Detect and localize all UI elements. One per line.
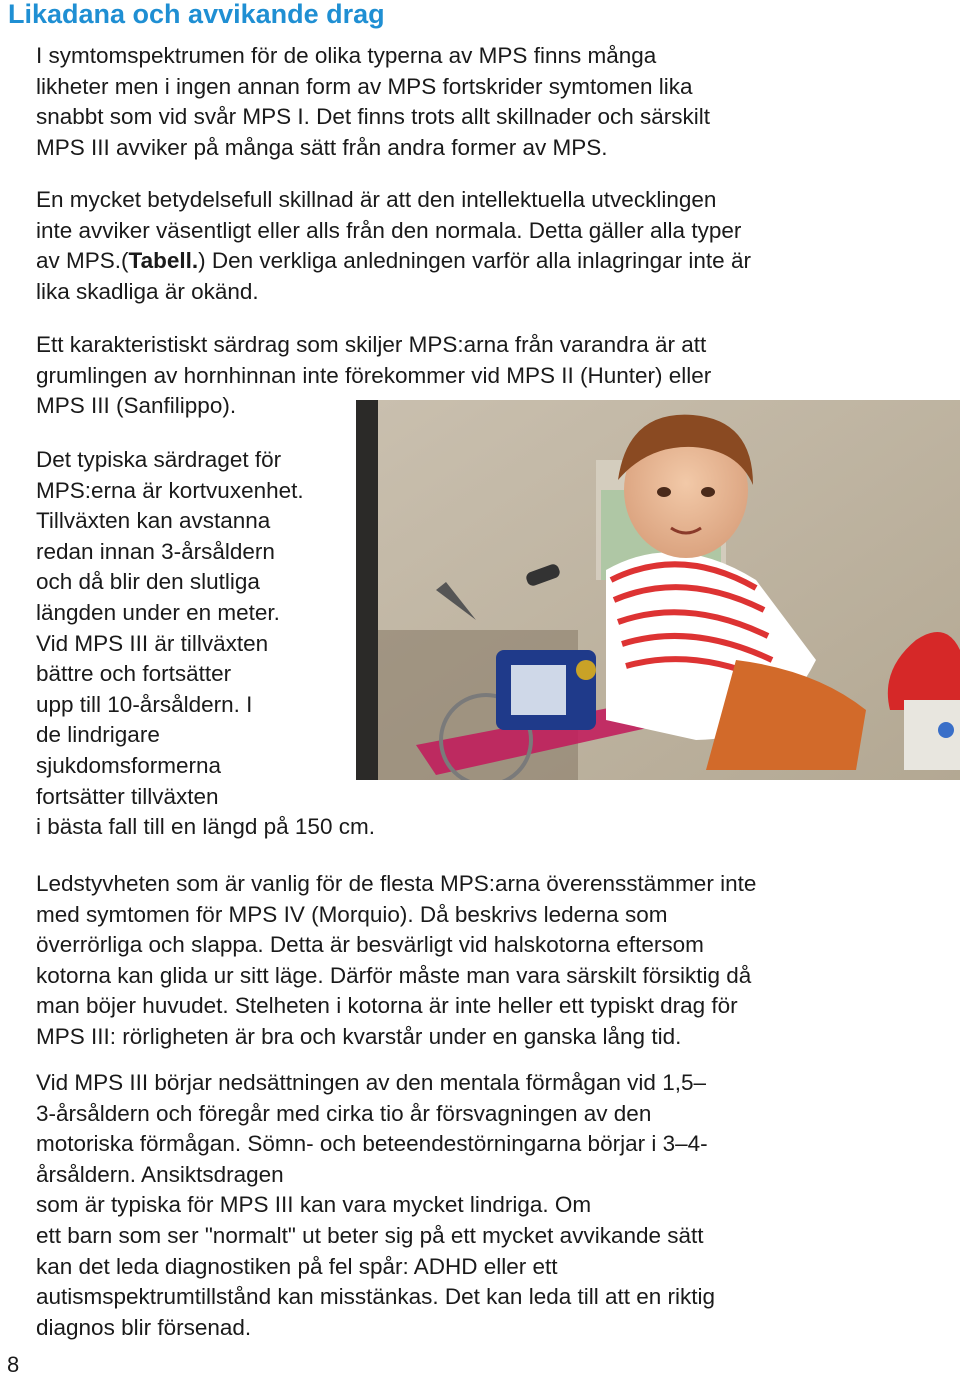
text-line: kotorna kan glida ur sitt läge. Därför måste man vara särskilt försiktig då [36, 962, 752, 988]
text-line: Tillväxten kan avstanna [36, 508, 271, 534]
text-line: fortsätter tillväxten [36, 783, 219, 809]
text-line: man böjer huvudet. Stelheten i kotorna är inte heller ett typiskt drag för [36, 993, 738, 1019]
text-line [36, 246, 751, 277]
text-line: årsåldern. Ansiktsdragen [36, 1161, 284, 1187]
text-line: I symtomspektrumen för de olika typerna av MPS finns många [36, 43, 657, 68]
page-number: 8 [7, 1352, 20, 1377]
text-line: i bästa fall till en längd på 150 cm. [36, 814, 375, 840]
text-line: MPS III avviker på många sätt från andra former av MPS. [36, 134, 608, 160]
text-line: En mycket betydelsefull skillnad är att den intellektuella utvecklingen [36, 187, 717, 212]
text-line: de lindrigare [36, 722, 160, 748]
text-line: MPS III (Sanfilippo). [36, 393, 237, 419]
text-line: Ett karakteristiskt särdrag som skiljer MPS:arna från varandra är att [36, 332, 707, 357]
text-line: bättre och fortsätter [36, 661, 232, 687]
text-line: ett barn som ser "normalt" ut beter sig på ett mycket avvikande sätt [36, 1222, 704, 1248]
text-line: längden under en meter. [36, 599, 280, 625]
intellect-paragraph [36, 185, 751, 307]
text-line: upp till 10-årsåldern. I [36, 691, 253, 717]
text-line: MPS III: rörligheten är bra och kvarstår under en ganska lång tid. [36, 1023, 682, 1049]
growth-paragraph [36, 445, 375, 843]
text-line: autismspektrumtillstånd kan misstänkas. Det kan leda till att en riktig [36, 1284, 716, 1310]
text-line: motoriska förmågan. Sömn- och beteendestörningarna börjar i 3–4- [36, 1131, 708, 1157]
mental-paragraph [36, 1068, 715, 1343]
table-reference: Tabell. [128, 248, 199, 274]
page-title: Likadana och avvikande drag [8, 0, 385, 29]
text-line: Det typiska särdraget för [36, 447, 282, 472]
text-line: som är typiska för MPS III kan vara mycket lindriga. Om [36, 1192, 592, 1218]
text-line: Vid MPS III börjar nedsättningen av den mentala förmågan vid 1,5– [36, 1070, 706, 1095]
text-segment: av MPS.( [36, 248, 129, 274]
text-line: diagnos blir försenad. [36, 1314, 252, 1340]
text-line: likheter men i ingen annan form av MPS fortskrider symtomen lika [36, 73, 693, 99]
text-line: och då blir den slutliga [36, 569, 260, 595]
text-line: lika skadliga är okänd. [36, 278, 259, 304]
text-line: med symtomen för MPS IV (Morquio). Då beskrivs lederna som [36, 901, 668, 927]
text-line: 3-årsåldern och föregår med cirka tio år försvagningen av den [36, 1100, 652, 1126]
text-line: kan det leda diagnostiken på fel spår: ADHD eller ett [36, 1253, 558, 1279]
text-line: sjukdomsformerna [36, 752, 222, 778]
text-line: Ledstyvheten som är vanlig för de flesta MPS:arna överensstämmer inte [36, 871, 757, 896]
text-line: MPS:erna är kortvuxenhet. [36, 477, 304, 503]
photo-illustration [356, 400, 960, 780]
text-line: överrörliga och slappa. Detta är besvärligt vid halskotorna eftersom [36, 932, 704, 958]
child-on-tricycle-photo [356, 400, 960, 780]
intro-paragraph [36, 41, 710, 163]
text-line: snabbt som vid svår MPS I. Det finns trots allt skillnader och särskilt [36, 104, 710, 130]
text-segment: ) Den verkliga anledningen varför alla inlagringar inte är [198, 248, 751, 274]
text-line: grumlingen av hornhinnan inte förekommer vid MPS II (Hunter) eller [36, 362, 712, 388]
joints-paragraph [36, 869, 756, 1053]
text-line: Vid MPS III är tillväxten [36, 630, 269, 656]
text-line: redan innan 3-årsåldern [36, 538, 275, 564]
text-line: inte avviker väsentligt eller alls från den normala. Detta gäller alla typer [36, 217, 742, 243]
